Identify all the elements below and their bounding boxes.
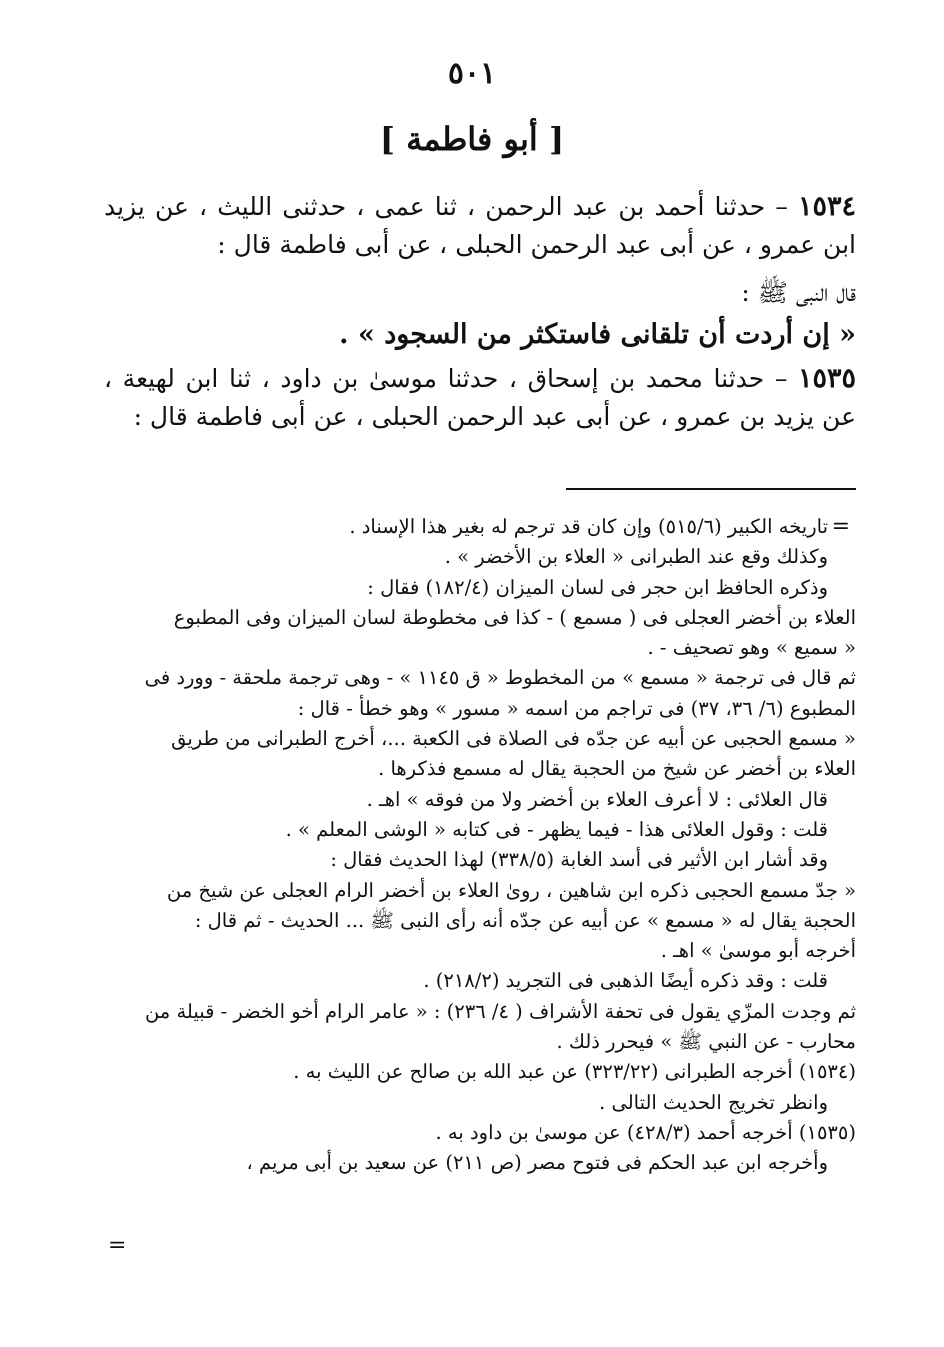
page-number: ٥٠١ (447, 56, 497, 91)
continuation-mark-bottom: = (108, 1233, 127, 1258)
footnote-line: (١٥٣٤) أخرجه الطبرانى (٣٢٣/٢٢) عن عبد الله بن صالح عن الليث به . (293, 1060, 856, 1084)
footnote-line: قال العلائى : لا أعرف العلاء بن أخضر ولا من فوقه » اهـ . (366, 787, 828, 811)
footnote-line: الحجبة يقال له « مسمع » عن أبيه عن جدّه أنه رأى النبى ﷺ ... الحديث - ثم قال : (194, 908, 856, 932)
hadith-matn: « إن أردت أن تلقانى فاستكثر من السجود » . (339, 319, 856, 350)
footnote-line: (١٥٣٥) أخرجه أحمد (٤٢٨/٣) عن موسىٰ بن داود به . (435, 1120, 856, 1144)
hadith-number: ١٥٣٥ (797, 363, 856, 394)
footnote-line: قلت : وقد ذكره أيضًا الذهبى فى التجريد (٢١٨/٢) . (423, 969, 828, 993)
footnote-line: « جدّ مسمع الحجبى ذكره ابن شاهين ، روىٰ العلاء بن أخضر الرام العجلى عن شيخ من (166, 878, 856, 902)
footnote-line: « مسمع الحجبى عن أبيه عن جدّه فى الصلاة فى الكعبة ...، أخرج الطبرانى من طريق (171, 727, 856, 751)
footnote-line: العلاء بن أخضر عن شيخ من الحجبة يقال له مسمع فذكرها . (378, 757, 856, 781)
footnote-line: وذكره الحافظ ابن حجر فى لسان الميزان (١٨٢/٤) فقال : (367, 575, 828, 599)
footnote-line: العلاء بن أخضر العجلى فى ( مسمع ) - كذا فى مخطوطة لسان الميزان وفى المطبوع (173, 605, 856, 629)
footnote-line: وانظر تخريج الحديث التالى . (599, 1090, 828, 1114)
hadith-intro: قال النبى ﷺ : (741, 278, 856, 307)
footnote-line: تاريخه الكبير (٥١٥/٦) وإن كان قد ترجم له بغير هذا الإسناد . (349, 515, 828, 538)
footnote-line: ثم وجدت المزّي يقول فى تحفة الأشراف ( ٤/ ٢٣٦) : « عامر الرام أخو الخضر - قبيلة من (144, 999, 856, 1023)
footnote-line: وكذلك وقع عند الطبرانى « العلاء بن الأخضر » . (444, 545, 828, 569)
footnote-line: المطبوع (٦/ ٣٦، ٣٧) فى تراجم من اسمه « مسور » وهو خطأ - قال : (297, 696, 856, 720)
footnote-separator (566, 488, 856, 490)
footnote-line: قلت : وقول العلائى هذا - فيما يظهر - فى كتابه « الوشى المعلم » . (285, 817, 828, 841)
hadith-1534 (104, 188, 856, 264)
hadith-1535 (104, 360, 856, 436)
hadith-isnad: – حدثنا أحمد بن عبد الرحمن ، ثنا عمى ، حدثنى الليث ، عن يزيد ابن عمرو ، عن أبى عبد الرحمن الحبلى ، عن أبى فاطمة قال : (104, 192, 856, 259)
hadith-number: ١٥٣٤ (797, 191, 856, 222)
footnote-line: أخرجه أبو موسىٰ » اهـ . (660, 939, 856, 963)
section-title: [ أبو فاطمة ] (379, 120, 565, 158)
hadith-isnad: – حدثنا محمد بن إسحاق ، حدثنا موسىٰ بن داود ، ثنا ابن لهيعة ، عن يزيد بن عمرو ، عن أبى عبد الرحمن الحبلى ، عن أبى فاطمة قال : (104, 364, 856, 431)
footnote-line: وأخرجه ابن عبد الحكم فى فتوح مصر (ص ٢١١) عن سعيد بن أبى مريم ، (246, 1151, 828, 1175)
main-text (104, 188, 856, 446)
footnote-line: محارب - عن النبي ﷺ » فيحرر ذلك . (556, 1030, 856, 1054)
footnote-line: ثم قال فى ترجمة « مسمع » من المخطوط « ق ١١٤٥ » - وهى ترجمة ملحقة - وورد فى (144, 666, 856, 690)
footnotes (104, 512, 856, 1179)
footnote-line: « سميع » وهو تصحيف - . (647, 636, 856, 660)
continuation-mark-top: = (831, 514, 850, 539)
footnote-line: وقد أشار ابن الأثير فى أسد الغابة (٣٣٨/٥) لهذا الحديث فقال : (330, 848, 828, 872)
